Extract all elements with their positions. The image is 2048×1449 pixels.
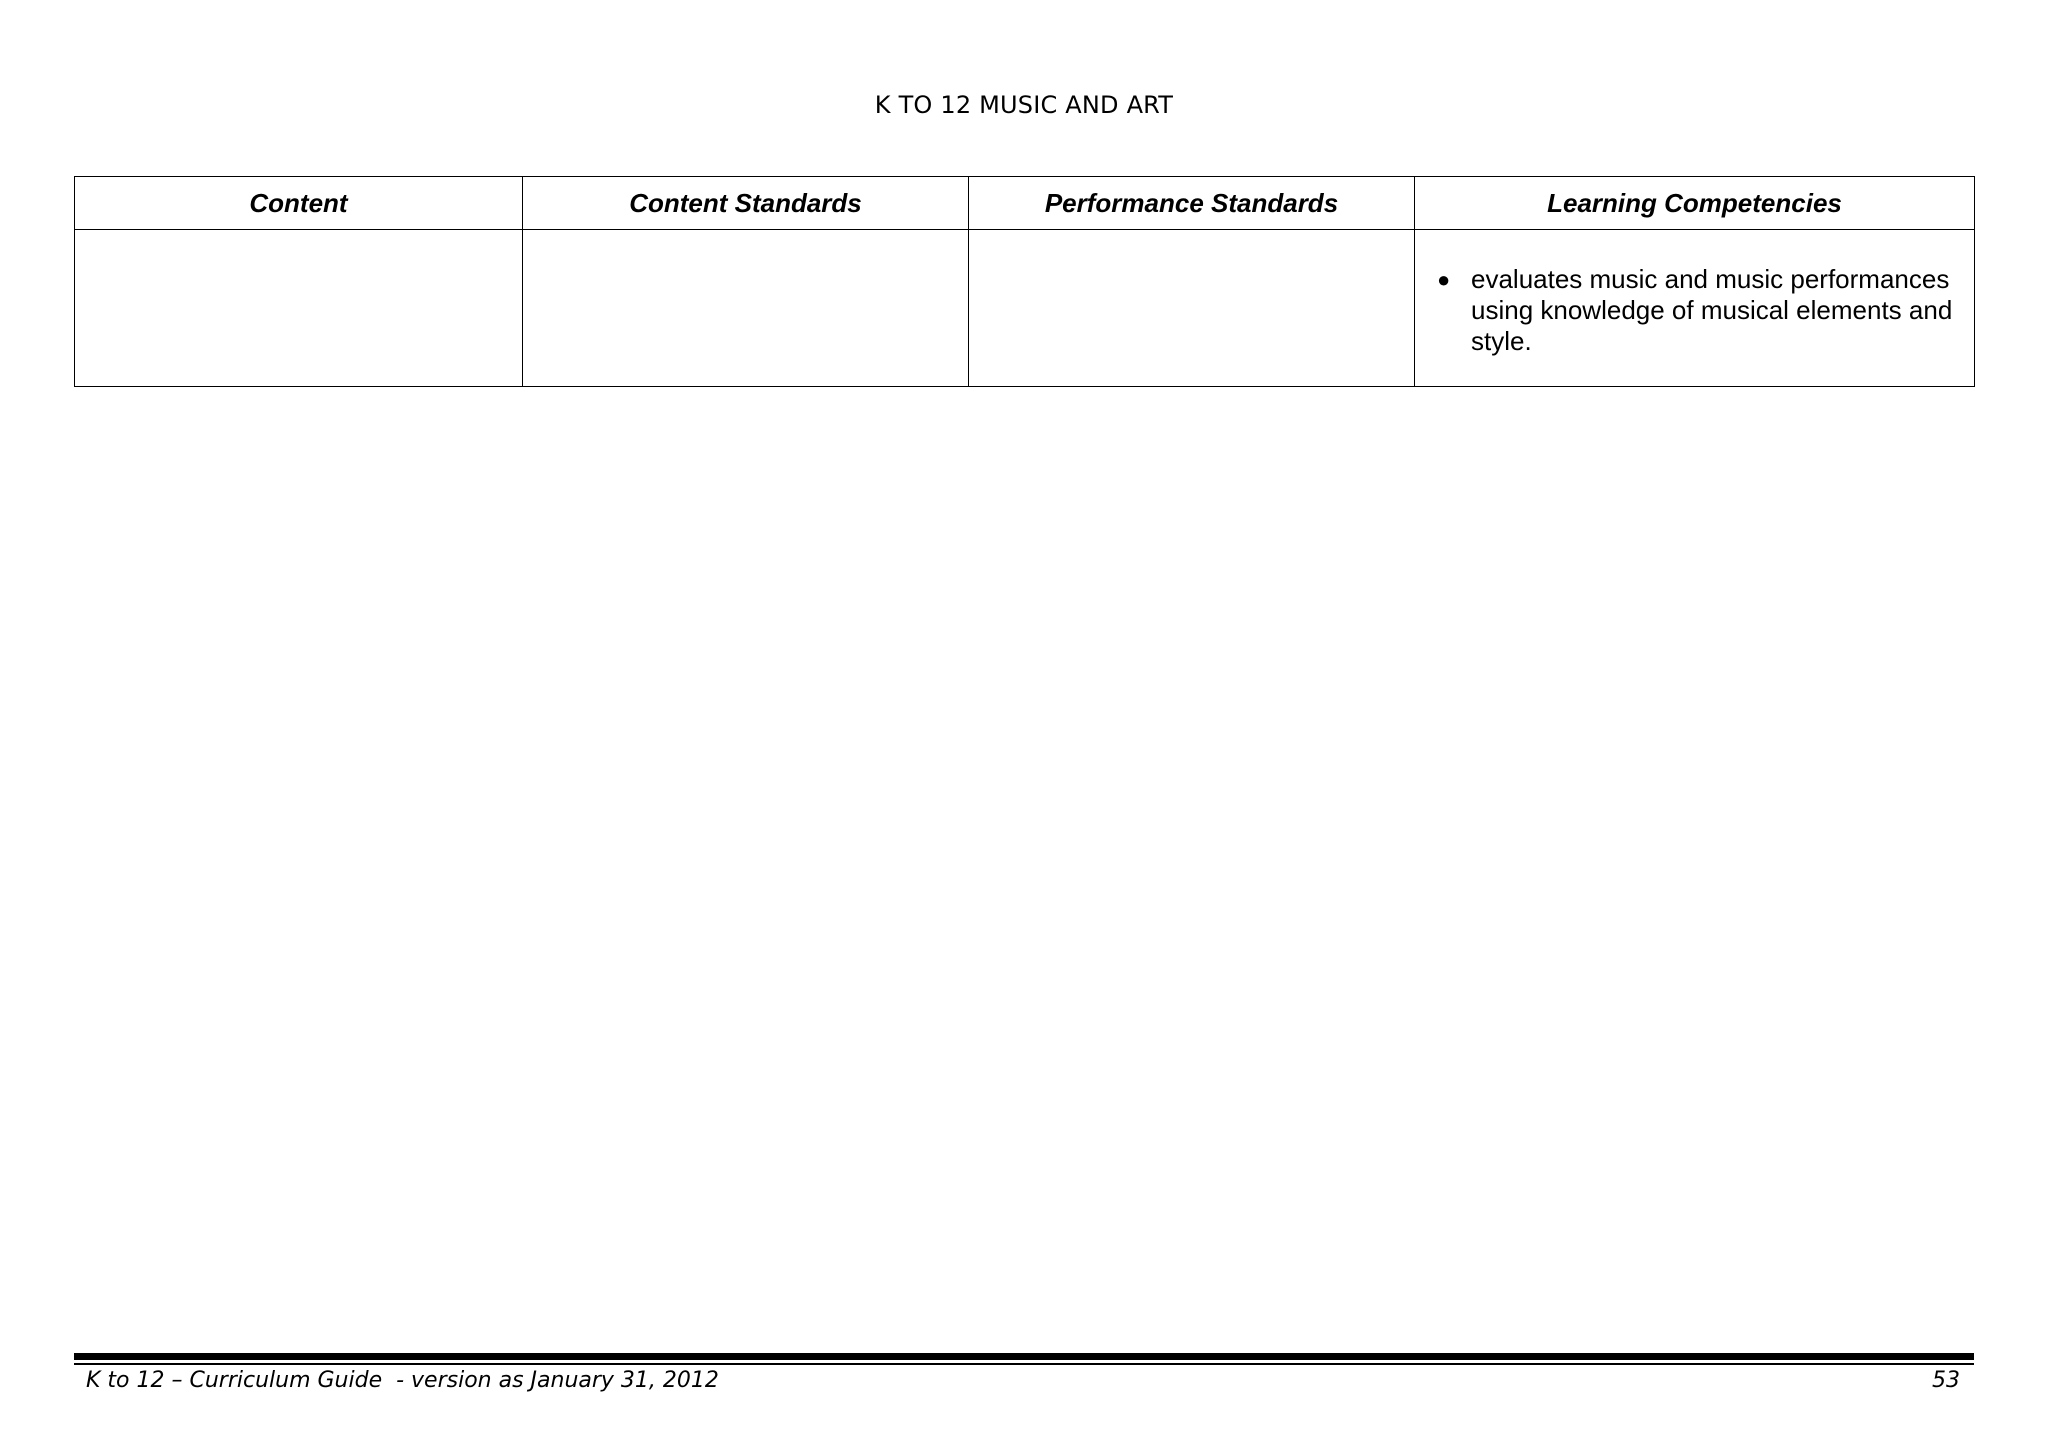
footer-text: K to 12 – Curriculum Guide - version as January 31, 2012	[86, 1368, 719, 1393]
page-number: 53	[1932, 1368, 1960, 1393]
column-header-learning-competencies: Learning Competencies	[1415, 177, 1975, 230]
column-header-performance-standards: Performance Standards	[969, 177, 1415, 230]
column-header-content: Content	[75, 177, 523, 230]
cell-learning-competencies	[1415, 230, 1975, 387]
footer-divider-thick	[74, 1353, 1974, 1360]
competency-text: evaluates music and music performances using knowledge of musical elements and style.	[1471, 264, 1953, 356]
column-header-content-standards: Content Standards	[523, 177, 969, 230]
table-row	[75, 230, 1975, 387]
table-header-row	[75, 177, 1975, 230]
competency-list	[1415, 230, 1974, 357]
footer-divider-thin	[74, 1363, 1974, 1365]
bullet-icon: ●	[1437, 267, 1451, 292]
curriculum-table	[74, 176, 1975, 387]
cell-performance-standards	[969, 230, 1415, 387]
cell-content	[75, 230, 523, 387]
list-item	[1437, 264, 1954, 357]
page-title: K TO 12 MUSIC AND ART	[874, 91, 1174, 119]
cell-content-standards	[523, 230, 969, 387]
